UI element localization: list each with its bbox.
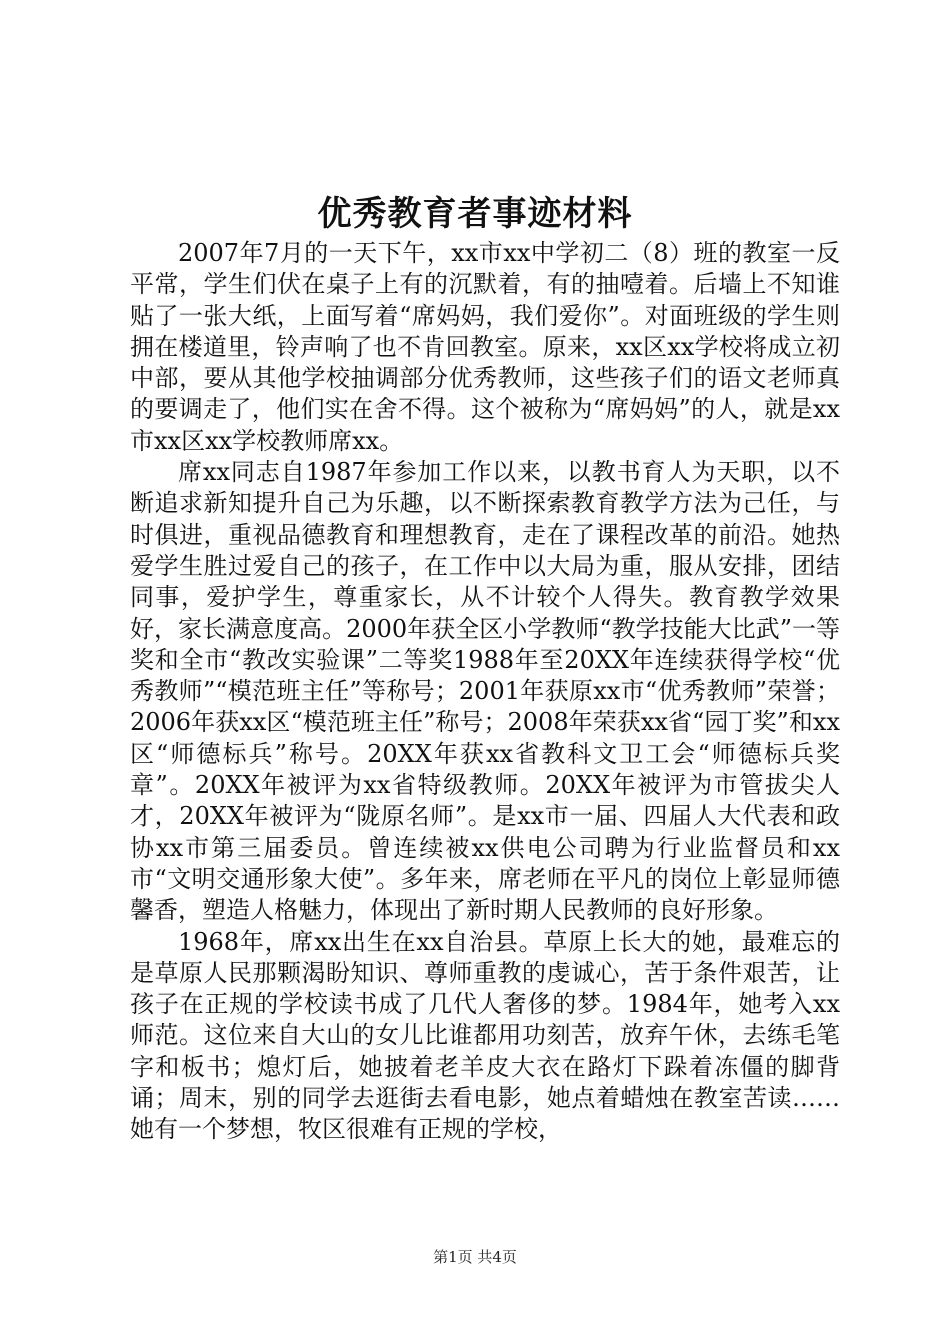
paragraph-1: 2007年7月的一天下午，xx市xx中学初二（8）班的教室一反平常，学生们伏在桌子上有的沉默着，有的抽噎着。后墙上不知谁贴了一张大纸，上面写着“席妈妈，我们爱你”。对面班级的学生则拥在楼道里，铃声响了也不肯回教室。原来，xx区xx学校将成立初中部，要从其他学校抽调部分优秀教师，这些孩子们的语文老师真的要调走了，他们实在舍不得。这个被称为“席妈妈”的人，就是xx市xx区xx学校教师席xx。 — [130, 239, 840, 455]
paragraph-2: 席xx同志自1987年参加工作以来，以教书育人为天职，以不断追求新知提升自己为乐趣，以不断探索教育教学方法为己任，与时俱进，重视品德教育和理想教育，走在了课程改革的前沿。她热爱学生胜过爱自己的孩子，在工作中以大局为重，服从安排，团结同事，爱护学生，尊重家长，从不计较个人得失。教育教学效果好，家长满意度高。2000年获全区小学教师“教学技能大比武”一等奖和全市“教改实验课”二等奖1988年至20XX年连续获得学校“优秀教师”“模范班主任”等称号；2001年获原xx市“优秀教师”荣誉；2006年获xx区“模范班主任”称号；2008年荣获xx省“园丁奖”和xx区“师德标兵”称号。20XX年获xx省教科文卫工会“师德标兵奖章”。20XX年被评为xx省特级教师。20XX年被评为市管拔尖人才，20XX年被评为“陇原名师”。是xx市一届、四届人大代表和政协xx市第三届委员。曾连续被xx供电公司聘为行业监督员和xx市“文明交通形象大使”。多年来，席老师在平凡的岗位上彰显师德馨香，塑造人格魅力，体现出了新时期人民教师的良好形象。 — [130, 458, 840, 925]
document-title: 优秀教育者事迹材料 — [317, 194, 633, 234]
paragraph-3: 1968年，席xx出生在xx自治县。草原上长大的她，最难忘的是草原人民那颗渴盼知识、尊师重教的虔诚心，苦于条件艰苦，让孩子在正规的学校读书成了几代人奢侈的梦。1984年，她考入xx师范。这位来自大山的女儿比谁都用功刻苦，放弃午休，去练毛笔字和板书；熄灯后，她披着老羊皮大衣在路灯下跺着冻僵的脚背诵；周末，别的同学去逛街去看电影，她点着蜡烛在教室苦读……她有一个梦想，牧区很难有正规的学校， — [130, 927, 840, 1144]
document-body — [130, 238, 840, 1146]
page-footer: 第1页 共4页 — [433, 1248, 517, 1266]
